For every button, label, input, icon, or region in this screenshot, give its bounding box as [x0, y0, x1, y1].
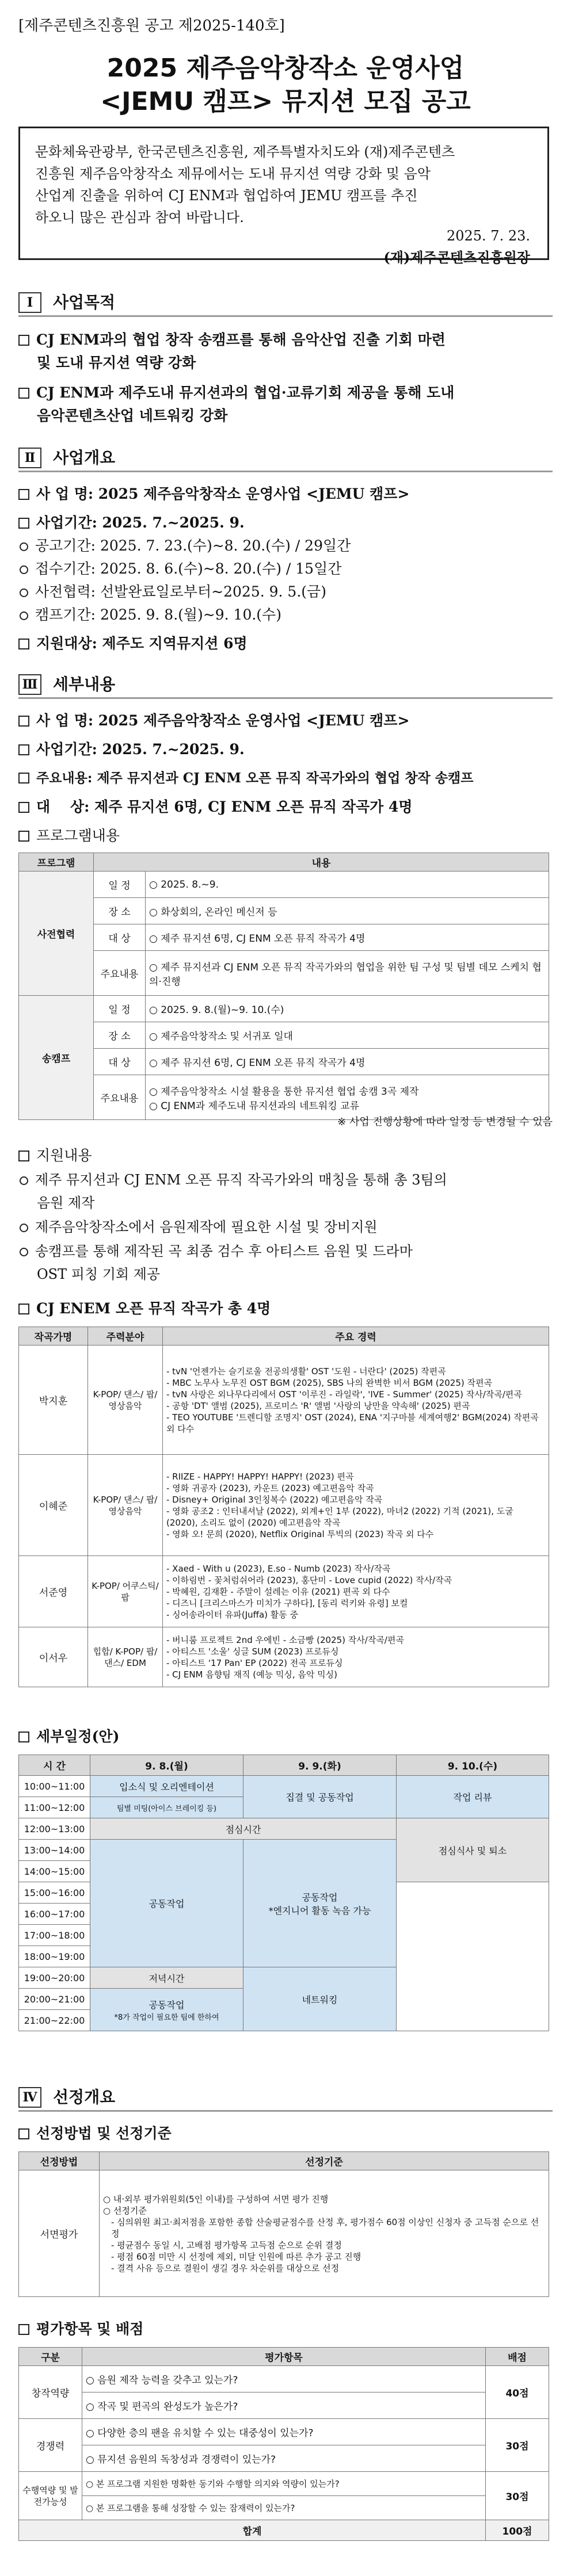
program-value: ○ 제주음악창작소 및 서귀포 일대	[146, 1022, 549, 1049]
composer-career: - RIIZE - HAPPY! HAPPY! HAPPY! (2023) 편곡 - 영화 귀공자 (2023), 카운트 (2023) 예고편음악 작곡 - Disney+ Original 3인칭복수 (2022) 예고편음악 작곡 - 영화 공조2 : 인터내셔날 (2022), 외계+인 1부 (2022), 마녀2 (2022) 기적 (2021), 도굴 (2020), 소리도 없이 (2020) 예고편음악 작곡 - 영화 오! 문희 (2020), Netflix Original 투빅의 (2023) 작곡 외 다수	[163, 1455, 549, 1556]
schedule-cell: 팀별 미팅(아이스 브레이킹 등)	[90, 1797, 243, 1818]
intro-box	[18, 127, 549, 266]
support-label: 지원내용	[18, 1145, 553, 1167]
overview-period: 사업기간: 2025. 7.~2025. 9.	[18, 512, 553, 534]
section-title: 사업목적	[53, 293, 116, 312]
section-header-overview	[18, 448, 553, 471]
schedule-cell: 집결 및 공동작업	[243, 1776, 397, 1818]
table-header: 구분	[19, 2348, 82, 2366]
checkbox-square-icon	[18, 716, 29, 727]
eval-category: 경쟁력	[19, 2419, 82, 2472]
section-divider	[18, 315, 553, 317]
intro-line: 산업계 진출을 위하여 CJ ENM과 협업하여 JEMU 캠프를 추진	[35, 188, 418, 204]
purpose-item-cont: 음악콘텐츠산업 네트워킹 강화	[37, 407, 228, 424]
checkbox-square-icon	[18, 489, 29, 500]
schedule-cell: 입소식 및 오리엔테이션	[90, 1776, 243, 1797]
checkbox-square-icon	[18, 2128, 29, 2139]
program-label: 프로그램내용	[18, 825, 553, 847]
time-slot: 17:00~18:00	[19, 1925, 90, 1946]
support-item-cont: 음원 제작	[37, 1195, 95, 1211]
composer-career: - tvN '언젠가는 슬기로울 전공의생활' OST '도원 - 너란다' (2025) 작편곡 - MBC 노무사 노무진 OST BGM (2025), SBS 나의 완벽한 비서 BGM (2025) 작편곡 - tvN 사랑은 외나무다리에서 OST '이루진 - 라일락', 'IVE - Summer' (2025) 작사/작곡/편곡 - 공항 'DT' 앨범 (2025), 프로미스 'R' 앨범 '사랑의 낭만을 약속해' (2025) 편곡 - TEO YOUTUBE '트렌디할 조명지' OST (2024), ENA '지구마블 세계여행2' BGM(2024) 작편곡 외 다수	[163, 1346, 549, 1455]
eval-score: 30점	[486, 2472, 549, 2520]
intro-date: 2025. 7. 23.	[446, 228, 530, 244]
table-header: 작곡가명	[19, 1327, 88, 1346]
section-divider	[18, 2110, 553, 2112]
schedule-cell: 점심시간	[90, 1818, 397, 1840]
table-header: 선정방법	[19, 2152, 100, 2170]
program-value: ○ 2025. 8.~9.	[146, 872, 549, 898]
support-item: 제주음악창작소에서 음원제작에 필요한 시설 및 장비지원	[18, 1216, 553, 1238]
program-value: ○ 제주 뮤지션 6명, CJ ENM 오픈 뮤직 작곡가 4명	[146, 924, 549, 951]
checkbox-square-icon	[18, 773, 29, 783]
program-name: 송캠프	[19, 996, 94, 1120]
eval-score: 30점	[486, 2419, 549, 2472]
section-divider	[18, 697, 553, 699]
eval-score: 40점	[486, 2366, 549, 2419]
section-header-purpose	[18, 292, 553, 315]
table-header: 주요 경력	[163, 1327, 549, 1346]
title-line-2: <JEMU 캠프> 뮤지션 모집 공고	[100, 87, 471, 116]
eval-item: ○ 본 프로그램을 통해 성장할 수 있는 잠재력이 있는가?	[82, 2496, 486, 2520]
composer-name: 서준영	[19, 1556, 88, 1627]
time-slot: 14:00~15:00	[19, 1861, 90, 1882]
composer-field: K-POP/ 댄스/ 팝/ 영상음악	[88, 1346, 163, 1455]
selection-label: 선정방법 및 선정기준	[18, 2123, 553, 2145]
schedule-cell: 네트워킹	[243, 1967, 397, 2031]
circle-bullet-icon	[20, 1224, 28, 1232]
notice-number: [제주콘텐츠진흥원 공고 제2025-140호]	[18, 17, 285, 35]
schedule-cell: 공동작업 *엔지니어 활동 녹음 가능	[243, 1840, 397, 1967]
circle-bullet-icon	[20, 611, 28, 620]
intro-line: 진흥원 제주음악창작소 제뮤에서는 도내 뮤지션 역량 강화 및 음악	[35, 166, 431, 182]
details-period: 사업기간: 2025. 7.~2025. 9.	[18, 739, 553, 760]
composer-name: 이혜준	[19, 1455, 88, 1556]
eval-total: 100점	[486, 2520, 549, 2541]
checkbox-square-icon	[18, 1732, 29, 1742]
schedule-cell: 공동작업 *8가 작업이 필요한 팀에 한하여	[90, 1989, 243, 2031]
section-title: 선정개요	[53, 2088, 116, 2107]
program-value: ○ 화상회의, 온라인 메신저 등	[146, 898, 549, 924]
checkbox-square-icon	[18, 831, 29, 842]
section-number: Ⅲ	[18, 674, 41, 695]
checkbox-square-icon	[18, 335, 29, 346]
intro-org: (재)제주콘텐츠진흥원장	[383, 249, 530, 266]
overview-target: 지원대상: 제주도 지역뮤지션 6명	[18, 633, 553, 655]
eval-label: 평가항목 및 배점	[18, 2318, 553, 2340]
time-slot: 12:00~13:00	[19, 1818, 90, 1840]
purpose-item: CJ ENM과 제주도내 뮤지션과의 협업·교류기회 제공을 통해 도내	[18, 382, 553, 404]
program-key: 대 상	[94, 1049, 146, 1075]
purpose-item: CJ ENM과의 협업 창작 송캠프를 통해 음악산업 진출 기회 마련	[18, 329, 553, 351]
eval-item: ○ 작곡 및 편곡의 완성도가 높은가?	[82, 2392, 486, 2419]
checkbox-square-icon	[18, 744, 29, 755]
selection-criteria: ○ 내·외부 평가위원회(5인 이내)를 구성하여 서면 평가 진행 ○ 선정기준 - 심의위원 최고·최저점을 포함한 종합 산술평균점수를 산정 후, 평가점수 60점 이상인 신청자 중 고득점 순으로 선정 - 평균점수 동일 시, 고배점 평가항목 고득점 순으로 순위 결정 - 평점 60점 미만 시 선정에 제외, 미달 인원에 따른 추가 공고 진행 - 결격 사유 등으로 결원이 생길 경우 차순위를 대상으로 선정	[100, 2170, 549, 2297]
eval-total-label: 합계	[19, 2520, 486, 2541]
table-header: 9. 10.(수)	[397, 1755, 549, 1776]
program-key: 장 소	[94, 898, 146, 924]
checkbox-square-icon	[18, 1151, 29, 1161]
checkbox-square-icon	[18, 1304, 29, 1314]
program-value: ○ 2025. 9. 8.(월)~9. 10.(수)	[146, 996, 549, 1022]
intro-line: 하오니 많은 관심과 참여 바랍니다.	[35, 209, 244, 226]
eval-category: 수행역량 및 발전가능성	[19, 2472, 82, 2520]
section-title: 세부내용	[53, 675, 116, 694]
eval-item: ○ 본 프로그램 지원한 명확한 동기와 수행할 의지와 역량이 있는가?	[82, 2472, 486, 2496]
composer-name: 박지훈	[19, 1346, 88, 1455]
program-value: ○ 제주 뮤지션 6명, CJ ENM 오픈 뮤직 작곡가 4명	[146, 1049, 549, 1075]
details-content: 주요내용: 제주 뮤지션과 CJ ENM 오픈 뮤직 작곡가와의 협업 창작 송캠프	[18, 767, 553, 789]
schedule-table	[18, 1755, 549, 2031]
time-slot: 10:00~11:00	[19, 1776, 90, 1797]
schedule-cell: 작업 리뷰	[397, 1776, 549, 1818]
program-key: 일 정	[94, 872, 146, 898]
eval-table	[18, 2347, 549, 2541]
checkbox-square-icon	[18, 388, 29, 399]
overview-sub: 사전협력: 선발완료일로부터~2025. 9. 5.(금)	[18, 581, 553, 603]
checkbox-square-icon	[18, 639, 29, 649]
time-slot: 13:00~14:00	[19, 1840, 90, 1861]
program-table	[18, 853, 549, 1120]
program-key: 장 소	[94, 1022, 146, 1049]
support-item: 송캠프를 통해 제작된 곡 최종 검수 후 아티스트 음원 및 드라마	[18, 1240, 553, 1262]
section-number: Ⅳ	[18, 2087, 41, 2108]
composer-career: - 버니룸 프로젝트 2nd 우에빈 - 소금빵 (2025) 작사/작곡/편곡 - 아티스트 '소울' 싱글 SUM (2023) 프로듀싱 - 아티스트 '17 Pan' EP (2022) 전곡 프로듀싱 - CJ ENM 음향팀 재직 (예능 믹싱, 음악 믹싱)	[163, 1627, 549, 1687]
table-header: 시 간	[19, 1755, 90, 1776]
program-key: 주요내용	[94, 951, 146, 996]
selection-table	[18, 2151, 549, 2297]
program-value: ○ 제주 뮤지션과 CJ ENM 오픈 뮤직 작곡가와의 협업을 위한 팀 구성 및 팀별 데모 스케치 협의·진행	[146, 951, 549, 996]
section-number: Ⅱ	[18, 448, 41, 468]
table-header: 평가항목	[82, 2348, 486, 2366]
checkbox-square-icon	[18, 2324, 29, 2335]
table-header: 선정기준	[100, 2152, 549, 2170]
circle-bullet-icon	[20, 1248, 28, 1256]
details-target: 대 상: 제주 뮤지션 6명, CJ ENM 오픈 뮤직 작곡가 4명	[18, 796, 553, 818]
section-title: 사업개요	[53, 448, 116, 467]
composer-career: - Xaed - With u (2023), E.so - Numb (2023) 작사/작곡 - 이하림번 - 꽃처럼쉬어라 (2023), 홍단미 - Love cupid (2022) 작사/작곡 - 박혜원, 김재환 - 주말이 설레는 이유 (2021) 편곡 외 다수 - 디즈니 [크리스마스가 미치가 구하다], [동리 럭키와 유령] 보컬 - 싱어송라이터 유파(Juffa) 활동 중	[163, 1556, 549, 1627]
selection-method: 서면평가	[19, 2170, 100, 2297]
purpose-item-cont: 및 도내 뮤지션 역량 강화	[37, 354, 196, 371]
program-value-line: ○ 제주음악창작소 시설 활용을 통한 뮤지션 협업 송캠 3곡 제작	[149, 1086, 419, 1098]
composer-name: 이서우	[19, 1627, 88, 1687]
composer-field: K-POP/ 댄스/ 팝/ 영상음악	[88, 1455, 163, 1556]
overview-sub: 캠프기간: 2025. 9. 8.(월)~9. 10.(수)	[18, 604, 553, 626]
circle-bullet-icon	[20, 542, 28, 551]
program-value-line: ○ CJ ENM과 제주도내 뮤지션과의 네트워킹 교류	[149, 1100, 360, 1112]
program-key: 주요내용	[94, 1075, 146, 1120]
schedule-cell: 점심식사 및 퇴소	[397, 1818, 549, 1882]
composer-field: K-POP/ 어쿠스틱/ 팝	[88, 1556, 163, 1627]
eval-item: ○ 음원 제작 능력을 갖추고 있는가?	[82, 2366, 486, 2392]
title-line-1: 2025 제주음악창작소 운영사업	[106, 53, 465, 83]
schedule-label: 세부일정(안)	[18, 1726, 553, 1748]
time-slot: 15:00~16:00	[19, 1882, 90, 1904]
time-slot: 16:00~17:00	[19, 1904, 90, 1925]
time-slot: 11:00~12:00	[19, 1797, 90, 1818]
table-header: 내용	[94, 853, 549, 872]
program-name: 사전협력	[19, 872, 94, 996]
circle-bullet-icon	[20, 565, 28, 574]
program-key: 일 정	[94, 996, 146, 1022]
circle-bullet-icon	[20, 588, 28, 597]
circle-bullet-icon	[20, 1176, 28, 1185]
support-item: 제주 뮤지션과 CJ ENM 오픈 뮤직 작곡가와의 매칭을 통해 총 3팀의	[18, 1169, 553, 1191]
overview-name: 사 업 명: 2025 제주음악창작소 운영사업 <JEMU 캠프>	[18, 483, 553, 505]
eval-category: 창작역량	[19, 2366, 82, 2419]
time-slot: 20:00~21:00	[19, 1989, 90, 2010]
section-number: Ⅰ	[18, 292, 41, 313]
checkbox-square-icon	[18, 802, 29, 813]
table-header: 배점	[486, 2348, 549, 2366]
time-slot: 18:00~19:00	[19, 1946, 90, 1967]
composers-table	[18, 1327, 549, 1687]
table-header: 주력분야	[88, 1327, 163, 1346]
eval-item: ○ 뮤지션 음원의 독창성과 경쟁력이 있는가?	[82, 2445, 486, 2472]
table-header: 9. 9.(화)	[243, 1755, 397, 1776]
overview-sub: 공고기간: 2025. 7. 23.(수)~8. 20.(수) / 29일간	[18, 535, 553, 557]
table-header: 프로그램	[19, 853, 94, 872]
program-key: 대 상	[94, 924, 146, 951]
section-header-details	[18, 674, 553, 697]
program-note: ※ 사업 진행상황에 따라 일정 등 변경될 수 있음	[337, 1116, 553, 1128]
time-slot: 19:00~20:00	[19, 1967, 90, 1989]
schedule-cell: 공동작업	[90, 1840, 243, 1967]
time-slot: 21:00~22:00	[19, 2010, 90, 2031]
table-header: 9. 8.(월)	[90, 1755, 243, 1776]
schedule-cell: 저녁시간	[90, 1967, 243, 1989]
checkbox-square-icon	[18, 518, 29, 529]
composer-field: 힙합/ K-POP/ 팝/ 댄스/ EDM	[88, 1627, 163, 1687]
details-name: 사 업 명: 2025 제주음악창작소 운영사업 <JEMU 캠프>	[18, 710, 553, 732]
support-item-cont: OST 피칭 기회 제공	[37, 1266, 161, 1282]
schedule-empty	[397, 1882, 549, 2031]
overview-sub: 접수기간: 2025. 8. 6.(수)~8. 20.(수) / 15일간	[18, 558, 553, 580]
section-divider	[18, 471, 553, 472]
program-value	[146, 1075, 549, 1120]
composers-label: CJ ENEM 오픈 뮤직 작곡가 총 4명	[18, 1298, 553, 1320]
eval-item: ○ 다양한 층의 팬을 유치할 수 있는 대중성이 있는가?	[82, 2419, 486, 2445]
intro-line: 문화체육관광부, 한국콘텐츠진흥원, 제주특별자치도와 (재)제주콘텐츠	[35, 144, 455, 160]
section-header-selection	[18, 2087, 553, 2110]
